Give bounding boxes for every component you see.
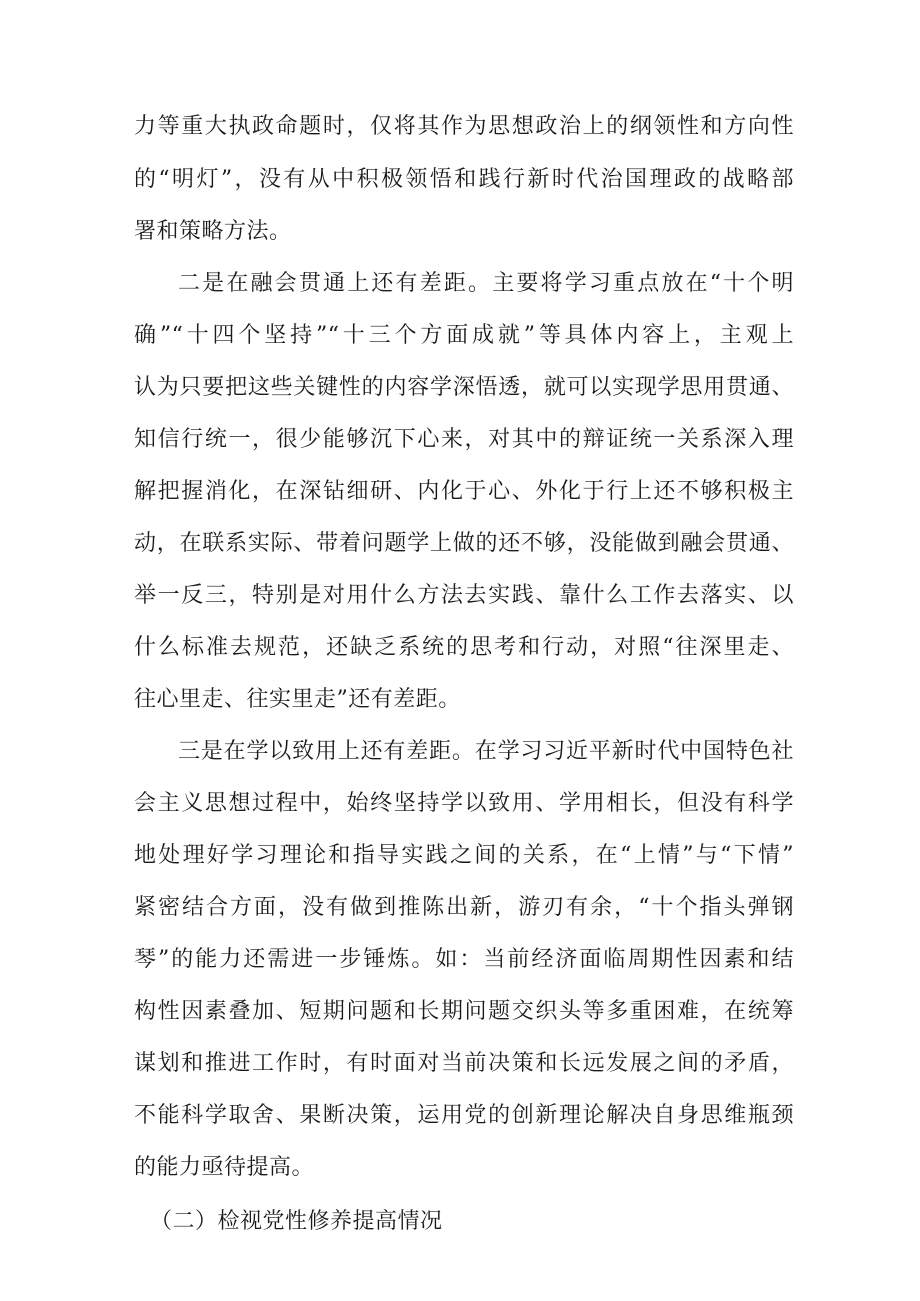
text-line: 的“明灯”，没有从中积极领悟和践行新时代治国理政的战略部: [134, 167, 794, 192]
text-line: 往心里走、往实里走”还有差距。: [134, 687, 461, 712]
text-line: 力等重大执政命题时，仅将其作为思想政治上的纲领性和方向性: [134, 114, 794, 139]
text-line: 知信行统一，很少能够沉下心来，对其中的辩证统一关系深入理: [134, 427, 794, 452]
text-line: 谋划和推进工作时，有时面对当前决策和长远发展之间的矛盾，: [134, 1051, 794, 1076]
text-line: 的能力亟待提高。: [134, 1155, 315, 1180]
text-line: 构性因素叠加、短期问题和长期问题交织头等多重困难，在统筹: [134, 999, 794, 1024]
text-line: 不能科学取舍、果断决策，运用党的创新理论解决自身思维瓶颈: [134, 1103, 794, 1128]
text-line: 认为只要把这些关键性的内容学深悟透，就可以实现学思用贯通、: [134, 375, 794, 400]
text-line: 会主义思想过程中，始终坚持学以致用、学用相长，但没有科学: [134, 791, 794, 816]
text-line: 什么标准去规范，还缺乏系统的思考和行动，对照“往深里走、: [134, 635, 794, 660]
section-heading: （二）检视党性修养提高情况: [150, 1209, 443, 1234]
text-line: 动，在联系实际、带着问题学上做的还不够，没能做到融会贯通、: [134, 531, 794, 556]
text-line: 解把握消化，在深钻细研、内化于心、外化于行上还不够积极主: [134, 479, 794, 504]
text-line: 举一反三，特别是对用什么方法去实践、靠什么工作去落实、以: [134, 583, 794, 608]
text-line: 琴”的能力还需进一步锤炼。如：当前经济面临周期性因素和结: [134, 947, 794, 972]
text-line: 确”“十四个坚持”“十三个方面成就”等具体内容上，主观上: [134, 323, 794, 348]
text-line: 紧密结合方面，没有做到推陈出新，游刃有余，“十个指头弹钢: [134, 895, 794, 920]
text-line: 二是在融会贯通上还有差距。主要将学习重点放在“十个明: [178, 271, 794, 296]
text-line: 署和策略方法。: [134, 219, 292, 244]
text-line: 三是在学以致用上还有差距。在学习习近平新时代中国特色社: [178, 739, 794, 764]
text-line: 地处理好学习理论和指导实践之间的关系，在“上情”与“下情”: [134, 843, 794, 868]
